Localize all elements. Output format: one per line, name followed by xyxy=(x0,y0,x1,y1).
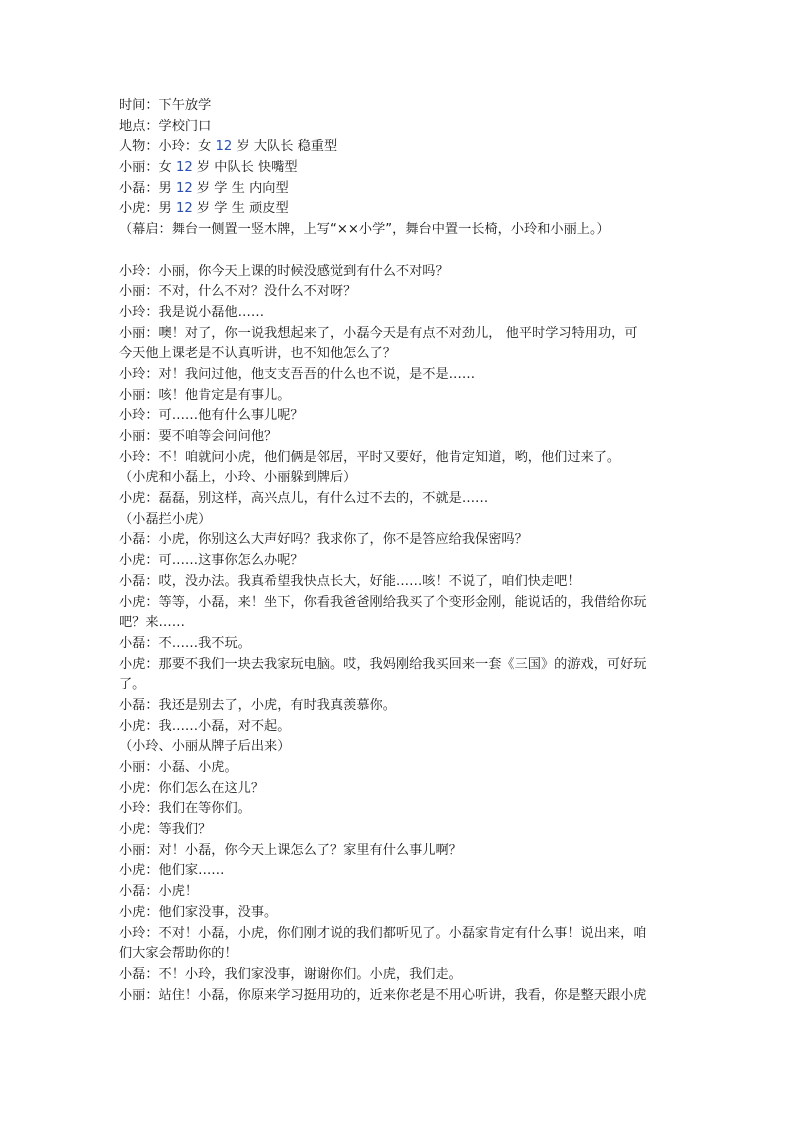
dialogue-line: 小丽：小磊、小虎。 xyxy=(119,760,238,775)
dialogue-line: 小磊：不！小玲，我们家没事，谢谢你们。小虎，我们走。 xyxy=(119,966,462,982)
character-line: 小磊：男 12 岁 学 生 内向型 xyxy=(119,180,289,196)
dialogue-line: 小丽：咳！他肯定是有事儿。 xyxy=(119,387,291,403)
dialogue-line: 小磊：哎，没办法。我真希望我快点长大，好能……咳！不说了，咱们快走吧！ xyxy=(119,573,581,589)
dialogue-line: 小玲：不！咱就问小虎，他们俩是邻居，平时又要好，他肯定知道，哟，他们过来了。 xyxy=(119,449,621,465)
dialogue-line: 小虎：等等，小磊，来！坐下，你看我爸爸刚给我买了个变形金刚，能说话的，我借给你玩 xyxy=(119,594,647,610)
dialogue-line: 小玲：对！我问过他，他支支吾吾的什么也不说，是不是…… xyxy=(119,366,476,382)
opening-stage-direction: （幕启：舞台一侧置一竖木牌，上写“××小学”，舞台中置一长椅，小玲和小丽上。） xyxy=(119,222,610,238)
character-line: 小丽：女 12 岁 中队长 快嘴型 xyxy=(119,160,298,176)
dialogue-line: 小虎：磊磊，别这样，高兴点儿，有什么过不去的，不就是…… xyxy=(119,491,489,507)
dialogue-line: 了。 xyxy=(119,677,146,693)
dialogue-line: 小丽：对！小磊，你今天上课怎么了？家里有什么事儿啊？ xyxy=(119,842,462,858)
dialogue-line: 小磊：我还是别去了，小虎，有时我真羡慕你。 xyxy=(119,697,396,713)
dialogue-line: 小磊：不……我不玩。 xyxy=(119,635,251,651)
dialogue-line: 小虎：你们怎么在这儿？ xyxy=(119,780,265,796)
dialogue-line: 小虎：那要不我们一块去我家玩电脑。哎，我妈刚给我买回来一套《三国》的游戏，可好玩 xyxy=(119,656,647,672)
stage-direction: （小虎和小磊上，小玲、小丽躲到牌后） xyxy=(119,470,357,486)
dialogue-line: 小虎：等我们？ xyxy=(119,822,212,838)
dialogue-line: 小虎：他们家…… xyxy=(119,863,225,879)
character-line: 人物：小玲：女 12 岁 大队长 稳重型 xyxy=(119,139,338,155)
character-line: 小虎：男 12 岁 学 生 顽皮型 xyxy=(119,201,289,217)
dialogue-line: 小玲：我是说小磊他…… xyxy=(119,304,265,320)
scene-place: 地点：学校门口 xyxy=(119,118,212,134)
dialogue-line: 小丽：要不咱等会问问他？ xyxy=(119,429,278,444)
dialogue-line: 小玲：小丽，你今天上课的时候没感觉到有什么不对吗？ xyxy=(119,263,449,279)
dialogue-line: 小虎：他们家没事，没事。 xyxy=(119,904,278,920)
dialogue-line: 小虎：我……小磊，对不起。 xyxy=(119,718,291,734)
blank-line xyxy=(119,241,694,262)
dialogue-line: 小玲：可……他有什么事儿呢？ xyxy=(119,408,304,424)
dialogue-line: 们大家会帮助你的！ xyxy=(119,946,238,962)
dialogue-line: 小丽：站住！小磊，你原来学习挺用功的，近来你老是不用心听讲，我看，你是整天跟小虎 xyxy=(119,987,647,1003)
dialogue-line: 小玲：不对！小磊，小虎，你们刚才说的我们都听见了。小磊家肯定有什么事！说出来，咱 xyxy=(119,925,647,941)
stage-direction: （小磊拦小虎） xyxy=(119,511,212,527)
dialogue-line: 小磊：小虎！ xyxy=(119,884,199,900)
dialogue-line: 小丽：不对，什么不对？没什么不对呀？ xyxy=(119,284,357,300)
dialogue-line: 今天他上课老是不认真听讲，也不知他怎么了？ xyxy=(119,346,396,362)
dialogue-line: 吧？来…… xyxy=(119,615,185,631)
stage-direction: （小玲、小丽从牌子后出来） xyxy=(119,739,291,755)
scene-time: 时间：下午放学 xyxy=(119,98,212,113)
dialogue-line: 小玲：我们在等你们。 xyxy=(119,801,251,817)
dialogue-line: 小丽：噢！对了，你一说我想起来了，小磊今天是有点不对劲儿， 他平时学习特用功，可 xyxy=(119,325,638,341)
dialogue-line: 小磊：小虎，你别这么大声好吗？我求你了，你不是答应给我保密吗？ xyxy=(119,532,528,548)
dialogue xyxy=(119,262,694,1007)
dialogue-line: 小虎：可……这事你怎么办呢？ xyxy=(119,553,304,569)
